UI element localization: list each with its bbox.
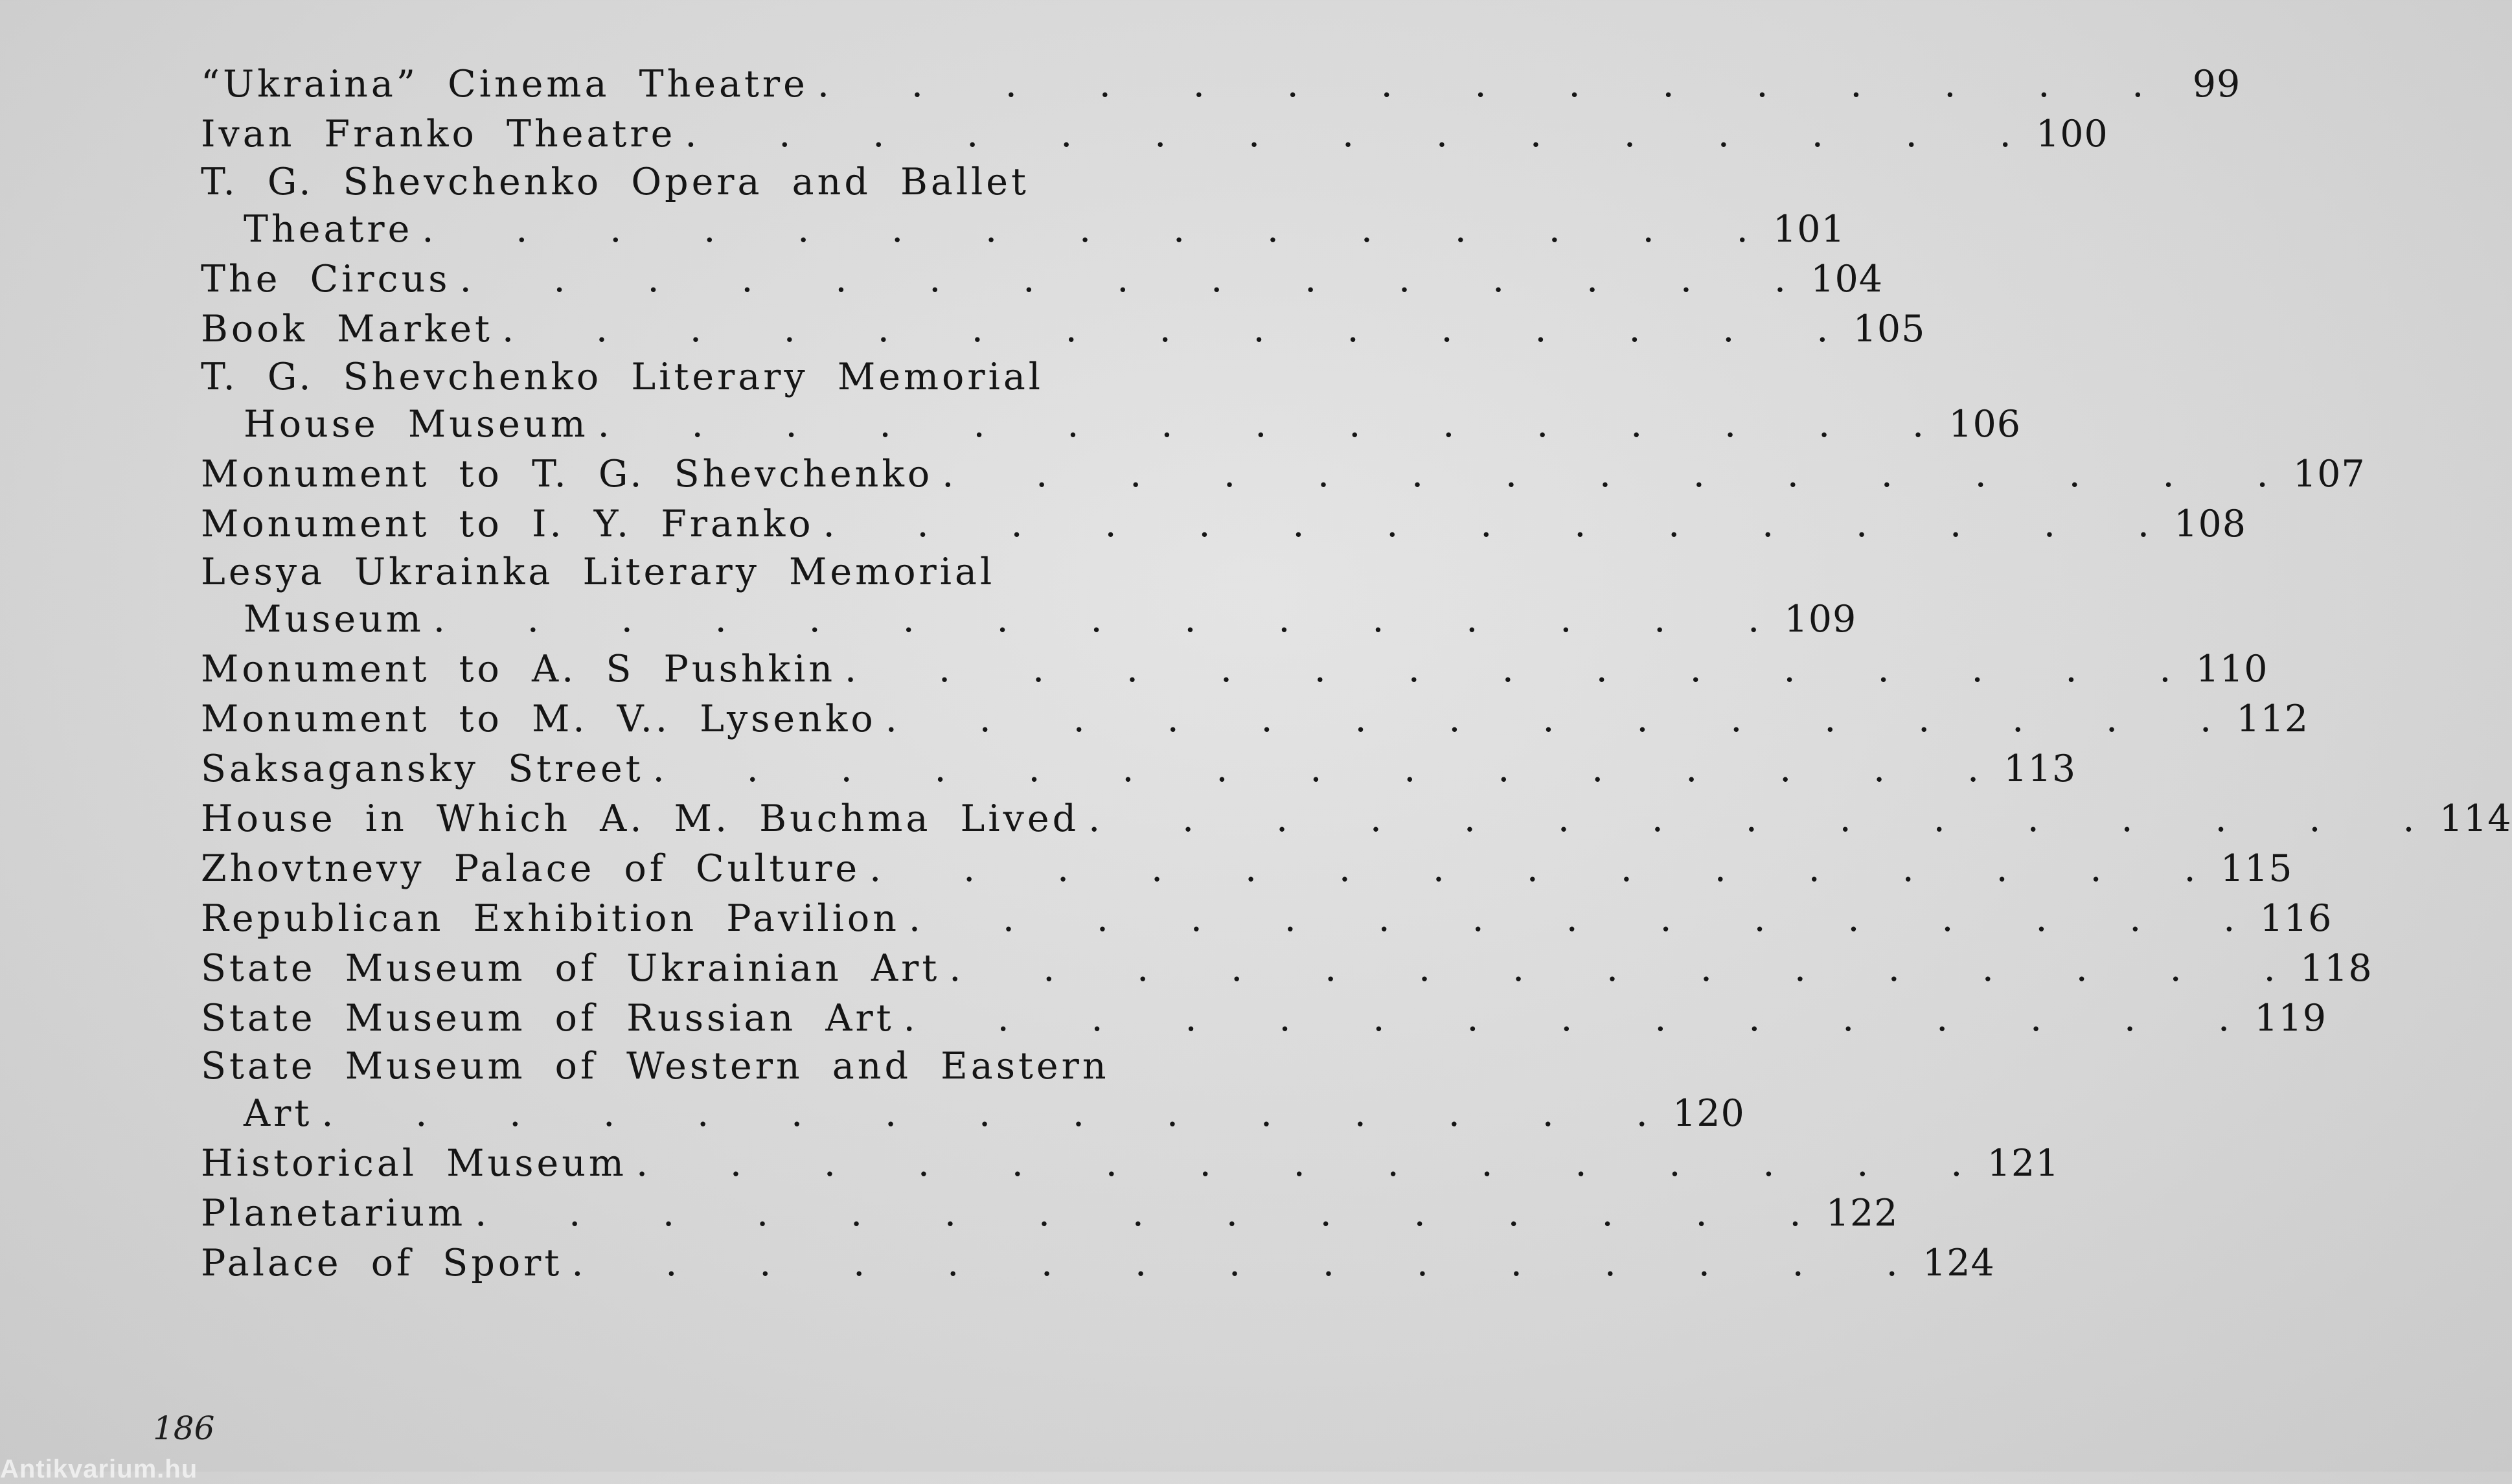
toc-entry-page: 115 [2220,847,2293,890]
dot-leader [940,944,2275,994]
toc-entry-title: Ivan Franko Theatre [201,113,676,155]
toc-line [201,205,1845,255]
toc-entry-page: 120 [1672,1092,1745,1135]
toc-entry [201,1139,2060,1189]
toc-entry [201,794,2512,844]
toc-line [201,400,2022,450]
toc-entry-page: 105 [1853,308,1926,350]
toc-line [201,944,2373,994]
dot-leader [627,1139,1962,1189]
toc-line [201,255,1883,304]
toc-line [201,894,2333,944]
toc-entry [201,1189,1899,1239]
toc-entry-title: Theatre [244,208,413,251]
toc-entry [201,60,2241,109]
toc-entry-title: Historical Museum [201,1142,627,1185]
dot-leader [562,1239,1897,1288]
toc-entry [201,159,1845,255]
toc-entry-title: Zhovtnevy Palace of Culture [201,847,861,890]
toc-entry [201,944,2373,994]
dot-leader [589,400,1924,450]
toc-entry [201,109,2108,159]
toc-entry-page: 121 [1987,1142,2060,1185]
toc-entry [201,549,1857,645]
toc-entry [201,694,2309,744]
toc-entry-title: Palace of Sport [201,1242,563,1284]
toc-line [201,595,1857,645]
toc-entry-title: State Museum of Russian Art [201,997,895,1040]
watermark: Antikvarium.hu [0,1455,198,1483]
toc-entry-page: 110 [2195,648,2268,691]
dot-leader [933,450,2268,499]
toc-entry-title: T. G. Shevchenko Literary Memorial [201,356,1044,398]
toc-entry-page: 101 [1772,208,1845,251]
dot-leader [876,694,2211,744]
toc-entry-page: 99 [2192,63,2241,106]
dot-leader [860,844,2195,894]
toc-entry-title: The Circus [201,258,451,301]
toc-entry [201,304,1926,354]
dot-leader [424,595,1759,645]
dot-leader [466,1189,1801,1239]
toc-line [201,109,2108,159]
toc-line [201,304,1926,354]
toc-entry-page: 100 [2035,113,2108,155]
toc-entry [201,894,2333,944]
page-number: 186 [153,1410,215,1447]
toc-line [201,844,2293,894]
toc-entry-title: Planetarium [201,1192,466,1235]
toc-line [201,645,2268,694]
toc-entry-page: 108 [2174,503,2247,545]
toc-entry-page: 107 [2292,453,2366,496]
toc-line [201,794,2512,844]
toc-entry-title: Republican Exhibition Pavilion [201,897,900,940]
dot-leader [814,499,2149,549]
dot-leader [451,255,1786,304]
toc-entry-title: Monument to M. V.. Lysenko [201,698,876,740]
toc-line [201,354,1043,400]
toc-entry-page: 118 [2300,947,2373,990]
toc-entry-page: 116 [2259,897,2333,940]
toc-entry-page: 106 [1948,403,2022,446]
dot-leader [413,205,1748,255]
toc-entry-title: State Museum of Western and Eastern [201,1045,1110,1088]
dot-leader [676,109,2011,159]
dot-leader [836,645,2171,694]
toc-line [201,450,2366,499]
toc-entry-page: 114 [2439,797,2512,840]
toc-entry-page: 113 [2004,748,2077,790]
toc-line [201,694,2309,744]
toc-entry-title: Saksagansky Street [201,748,644,790]
toc-entry-title: Lesya Ukrainka Literary Memorial [201,551,996,593]
toc-entry-page: 109 [1784,598,1857,641]
toc-entry-page: 112 [2236,698,2309,740]
dot-leader [900,894,2235,944]
toc-entry-page: 104 [1810,258,1883,301]
toc-entry-title: Monument to T. G. Shevchenko [201,453,933,496]
toc-entry [201,450,2366,499]
dot-leader [1079,794,2414,844]
toc-line [201,1044,1110,1089]
toc-entry [201,744,2077,794]
table-of-contents [201,60,2512,1288]
toc-line [201,1089,1745,1139]
dot-leader [493,304,1828,354]
dot-leader [644,744,1979,794]
toc-entry-title: House Museum [244,403,589,446]
toc-entry-title: Art [244,1092,313,1135]
toc-entry-title: Monument to I. Y. Franko [201,503,814,545]
toc-entry-title: State Museum of Ukrainian Art [201,947,941,990]
toc-entry-title: House in Which A. M. Buchma Lived [201,797,1080,840]
toc-entry [201,645,2268,694]
toc-entry-title: T. G. Shevchenko Opera and Ballet [201,161,1029,203]
toc-entry-title: Monument to A. S Pushkin [201,648,836,691]
toc-line [201,1189,1899,1239]
toc-entry-title: “Ukraina” Cinema Theatre [201,63,808,106]
toc-entry-page: 119 [2254,997,2327,1040]
toc-line [201,994,2327,1044]
toc-line [201,60,2241,109]
toc-entry-page: 124 [1922,1242,1995,1284]
dot-leader [312,1089,1647,1139]
toc-entry [201,1239,1995,1288]
toc-entry [201,994,2327,1044]
toc-line [201,1139,2060,1189]
toc-line [201,159,1043,205]
toc-entry [201,499,2247,549]
toc-entry [201,354,2022,450]
toc-line [201,1239,1995,1288]
toc-entry [201,255,1883,304]
dot-leader [895,994,2230,1044]
toc-entry-title: Museum [244,598,424,641]
toc-entry-title: Book Market [201,308,493,350]
toc-entry-page: 122 [1825,1192,1899,1235]
toc-line [201,549,1043,595]
toc-entry [201,1044,1745,1139]
dot-leader [808,60,2143,109]
toc-entry [201,844,2293,894]
toc-line [201,499,2247,549]
toc-line [201,744,2077,794]
